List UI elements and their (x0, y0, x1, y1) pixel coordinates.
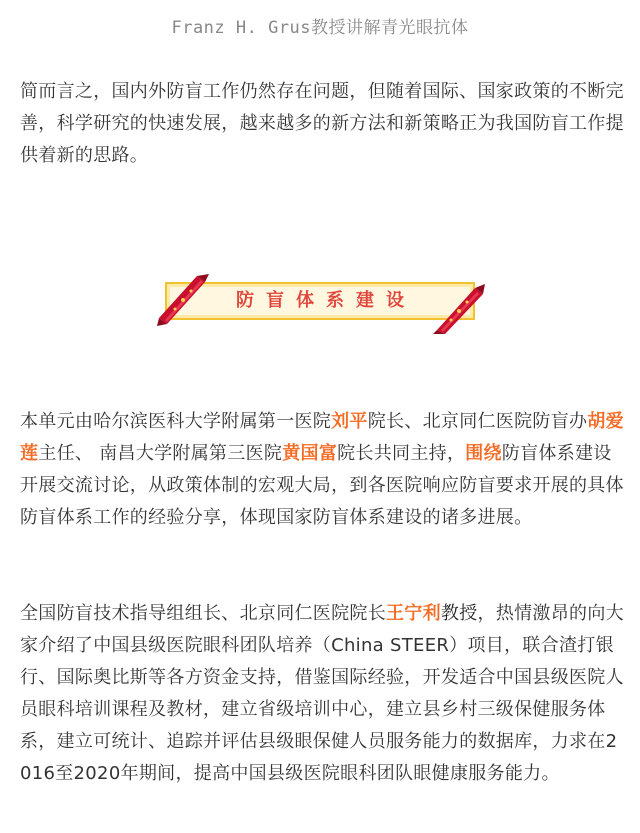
ribbon-left-icon (157, 274, 215, 326)
text-segment: 本单元由哈尔滨医科大学附属第一医院 (20, 411, 332, 432)
host-paragraph (20, 406, 624, 534)
ribbon-right-icon (427, 282, 485, 334)
text-segment: 院长共同主持， (337, 443, 466, 464)
text-segment: 防盲体系建设开展交流讨论，从政策体制的宏观大局，到各医院响应防盲要求开展的具体防盲体系工作的经验分享，体现国家防盲体系建设的诸多进展。 (20, 443, 624, 528)
speaker-paragraph (20, 598, 624, 790)
image-caption: Franz H. Grus教授讲解青光眼抗体 (171, 18, 469, 38)
name-highlight: 胡爱莲 (20, 411, 624, 464)
intro-paragraph: 简而言之，国内外防盲工作仍然存在问题，但随着国际、国家政策的不断完善，科学研究的快速发展，越来越多的新方法和新策略正为我国防盲工作提供着新的思路。 (20, 81, 624, 166)
text-segment: ，热情激昂的向大家介绍了中国县级医院眼科团队培养（China STEER）项目，联合渣打银行、国际奥比斯等各方资金支持，借鉴国际经验，开发适合中国县级医院人员眼科培训课程及教材，建立省级培训中心，建立县乡村三级保健服务体系，建立可统计、追踪并评估县级眼保健人员服务能力的数据库，力求在2016至2020年期间，提高中国县级医院眼科团队眼健康服务能力。 (20, 603, 624, 784)
text-segment: 院长、北京同仁医院防盲办 (367, 411, 588, 432)
section-banner (157, 274, 485, 334)
title-segment: 教授 (440, 603, 478, 624)
name-highlight: 王宁利 (386, 603, 441, 624)
text-segment: 主任、 南昌大学附属第三医院 (38, 443, 283, 464)
name-highlight: 刘平 (331, 411, 368, 432)
keyword-highlight: 围绕 (465, 443, 502, 464)
name-highlight: 黄国富 (282, 443, 338, 464)
text-segment: 全国防盲技术指导组组长、北京同仁医院院长 (20, 603, 386, 624)
section-title: 防盲体系建设 (236, 290, 416, 311)
